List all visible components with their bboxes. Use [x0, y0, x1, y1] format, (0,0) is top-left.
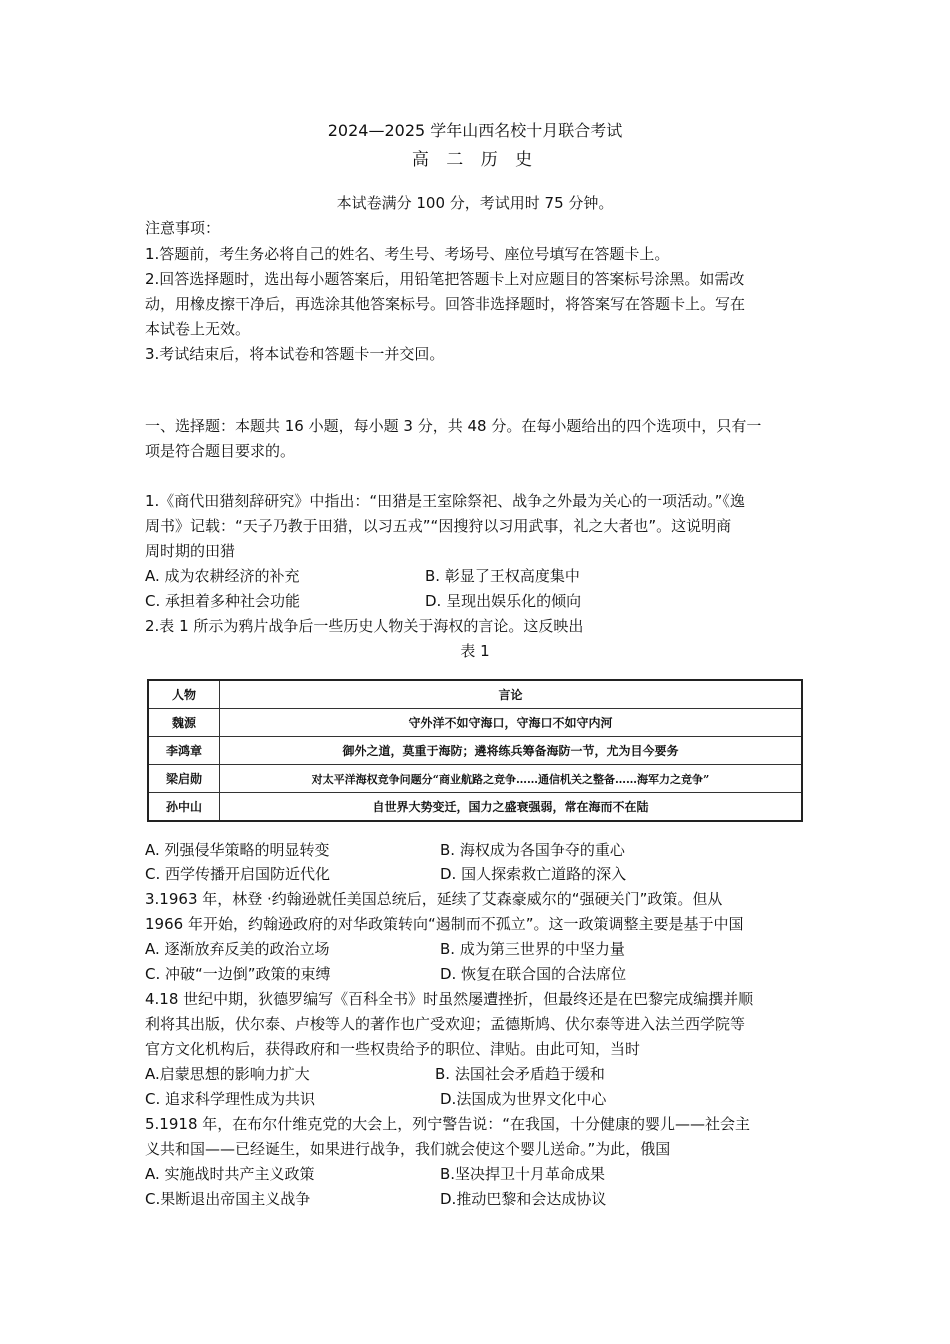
q1-option-c: C. 承担着多种社会功能 [145, 592, 301, 610]
table-caption: 表 1 [460, 642, 490, 660]
q3-stem: 1966 年开始，约翰逊政府的对华政策转向“遏制而不孤立”。这一政策调整主要是基于中国 [145, 915, 744, 933]
table-header-row [148, 680, 802, 709]
table-cell-speech: 御外之道，莫重于海防；遴将练兵筹备海防一节，尤为目今要务 [220, 737, 803, 765]
section-heading: 项是符合题目要求的。 [145, 442, 296, 460]
q4-stem: 利将其出版，伏尔泰、卢梭等人的著作也广受欢迎；孟德斯鸠、伏尔泰等进入法兰西学院等 [145, 1015, 746, 1033]
q3-option-c: C. 冲破“一边倒”政策的束缚 [145, 965, 331, 983]
q4-option-a: A.启蒙思想的影响力扩大 [145, 1065, 310, 1083]
q1-stem: 周书》记载：“天子乃教于田猎，以习五戎”“因搜狩以习用武事，礼之大者也”。这说明商 [145, 517, 732, 535]
notes-line: 动，用橡皮擦干净后，再选涂其他答案标号。回答非选择题时，将答案写在答题卡上。写在 [145, 295, 746, 313]
notes-line: 本试卷上无效。 [145, 320, 251, 338]
table-cell-speech: 对太平洋海权竞争问题分“商业航路之竞争……通信机关之整备……海军力之竞争” [220, 765, 803, 793]
q1-stem: 周时期的田猎 [145, 542, 236, 560]
exam-info: 本试卷满分 100 分，考试用时 75 分钟。 [336, 194, 614, 212]
table-cell-speech: 守外洋不如守海口，守海口不如守内河 [220, 709, 803, 737]
notes-line: 1.答题前，考生务必将自己的姓名、考生号、考场号、座位号填写在答题卡上。 [145, 245, 670, 263]
q5-option-d: D.推动巴黎和会达成协议 [440, 1190, 607, 1208]
table-cell-person: 孙中山 [148, 793, 220, 822]
q2-option-d: D. 国人探索救亡道路的深入 [440, 865, 627, 883]
q5-option-b: B.坚决捍卫十月革命成果 [440, 1165, 606, 1183]
q5-option-a: A. 实施战时共产主义政策 [145, 1165, 315, 1183]
q2-stem: 2.表 1 所示为鸦片战争后一些历史人物关于海权的言论。这反映出 [145, 617, 584, 635]
q5-stem: 义共和国——已经诞生，如果进行战争，我们就会使这个婴儿送命。”为此，俄国 [145, 1140, 671, 1158]
q5-option-c: C.果断退出帝国主义战争 [145, 1190, 311, 1208]
q3-stem: 3.1963 年，林登 ·约翰逊就任美国总统后，延续了艾森豪威尔的“强硬关门”政策。但从 [145, 890, 723, 908]
exam-subject: 高 二 历 史 [411, 150, 539, 170]
q4-option-c: C. 追求科学理性成为共识 [145, 1090, 316, 1108]
q3-option-a: A. 逐渐放弃反美的政治立场 [145, 940, 330, 958]
table-cell-person: 李鸿章 [148, 737, 220, 765]
q2-option-b: B. 海权成为各国争夺的重心 [440, 841, 625, 859]
table-cell-person: 魏源 [148, 709, 220, 737]
q2-option-c: C. 西学传播开启国防近代化 [145, 865, 331, 883]
q4-option-d: D.法国成为世界文化中心 [440, 1090, 607, 1108]
q1-option-a: A. 成为农耕经济的补充 [145, 567, 300, 585]
notes-line: 3.考试结束后，将本试卷和答题卡一并交回。 [145, 345, 445, 363]
table-header-cell: 言论 [220, 680, 803, 709]
table-row [148, 737, 802, 765]
table-row [148, 765, 802, 793]
section-heading: 一、选择题：本题共 16 小题，每小题 3 分，共 48 分。在每小题给出的四个选项中，只有一 [145, 417, 762, 435]
q4-stem: 4.18 世纪中期，狄德罗编写《百科全书》时虽然屡遭挫折，但最终还是在巴黎完成编撰并顺 [145, 990, 754, 1008]
notes-line: 2.回答选择题时，选出每小题答案后，用铅笔把答题卡上对应题目的答案标号涂黑。如需改 [145, 270, 745, 288]
q3-option-d: D. 恢复在联合国的合法席位 [440, 965, 627, 983]
table-header-cell: 人物 [148, 680, 220, 709]
exam-title: 2024—2025 学年山西名校十月联合考试 [327, 121, 623, 140]
q4-option-b: B. 法国社会矛盾趋于缓和 [435, 1065, 605, 1083]
q4-stem: 官方文化机构后，获得政府和一些权贵给予的职位、津贴。由此可知，当时 [145, 1040, 641, 1058]
table-row [148, 709, 802, 737]
q3-option-b: B. 成为第三世界的中坚力量 [440, 940, 625, 958]
q1-option-b: B. 彰显了王权高度集中 [425, 567, 580, 585]
q2-option-a: A. 列强侵华策略的明显转变 [145, 841, 330, 859]
notes-heading: 注意事项： [145, 219, 221, 237]
table-cell-speech: 自世界大势变迁，国力之盛衰强弱，常在海而不在陆 [220, 793, 803, 822]
table-cell-person: 梁启勋 [148, 765, 220, 793]
q5-stem: 5.1918 年，在布尔什维克党的大会上，列宁警告说：“在我国，十分健康的婴儿——社会主 [145, 1115, 751, 1133]
table-1 [147, 679, 803, 822]
table-row [148, 793, 802, 822]
q1-stem: 1.《商代田猎刻辞研究》中指出：“田猎是王室除祭祀、战争之外最为关心的一项活动。”《逸 [145, 492, 745, 510]
q1-option-d: D. 呈现出娱乐化的倾向 [425, 592, 582, 610]
